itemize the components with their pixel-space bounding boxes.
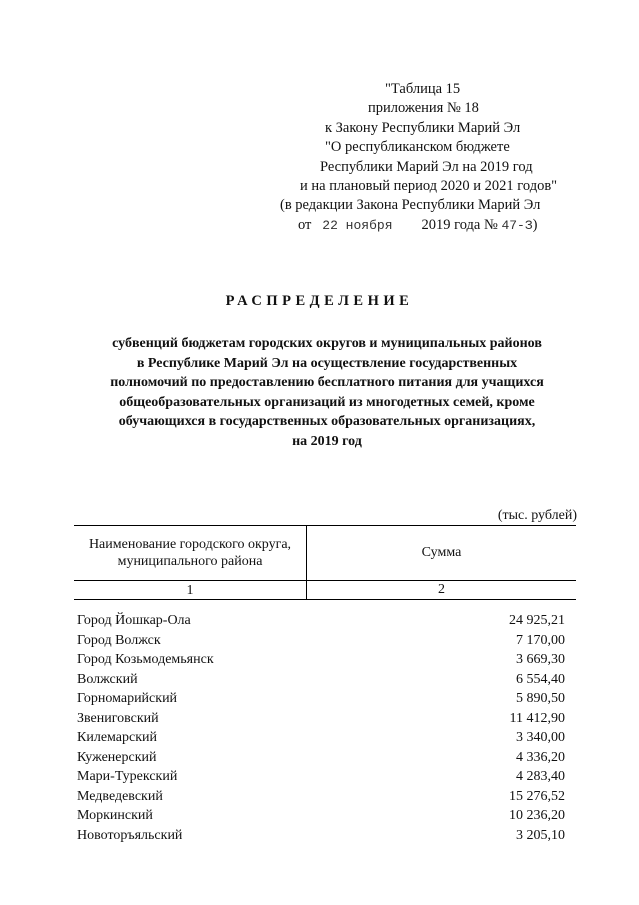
table-row xyxy=(77,806,565,826)
table-row xyxy=(77,709,565,729)
row-name: Город Козьмодемьянск xyxy=(77,652,214,667)
column-header-sum: Сумма xyxy=(421,545,462,560)
appendix-header xyxy=(270,80,600,235)
subtitle-line: обучающихся в государственных образовательных организациях, xyxy=(118,414,536,430)
row-name: Килемарский xyxy=(77,730,158,745)
row-name: Куженерский xyxy=(77,749,157,765)
header-line: и на плановый период 2020 и 2021 годов" xyxy=(300,178,558,195)
subtitle-line: полномочий по предоставлению бесплатного питания для учащихся xyxy=(110,375,544,391)
table-row xyxy=(77,689,565,709)
document-title: РАСПРЕДЕЛЕНИЕ xyxy=(225,293,414,309)
row-sum: 3 340,00 xyxy=(516,730,565,745)
subtitle-line: в Республике Марий Эл на осуществление государственных xyxy=(136,355,518,371)
row-sum: 7 170,00 xyxy=(516,632,565,648)
table-header-row xyxy=(74,526,576,581)
table-row xyxy=(77,748,565,768)
row-sum: 24 925,21 xyxy=(509,613,565,628)
column-number-1: 1 xyxy=(74,581,307,599)
table-column-numbers xyxy=(74,581,576,599)
law-number: 47-З xyxy=(501,217,533,233)
row-name: Моркинский xyxy=(77,808,153,823)
subtitle-line: общеобразовательных организаций из многодетных семей, кроме xyxy=(119,394,535,410)
units-label: (тыс. рублей) xyxy=(497,508,577,523)
table-row xyxy=(77,787,565,807)
row-name: Новоторъяльский xyxy=(77,827,183,843)
document-subtitle xyxy=(62,334,592,452)
row-name: Город Йошкар-Ола xyxy=(77,613,191,628)
row-sum: 5 890,50 xyxy=(516,691,565,706)
row-sum: 10 236,20 xyxy=(509,808,565,823)
table-row xyxy=(77,826,565,846)
table-row xyxy=(77,631,565,651)
header-date-line xyxy=(270,216,600,235)
header-line: "Таблица 15 xyxy=(385,81,461,97)
row-sum: 3 205,10 xyxy=(516,827,565,843)
date-typed: 22 ноября xyxy=(322,217,393,233)
row-sum: 3 669,30 xyxy=(516,652,565,667)
header-line: к Закону Республики Марий Эл xyxy=(325,119,521,136)
closing-paren: ) xyxy=(532,216,538,233)
row-sum: 4 336,20 xyxy=(516,749,565,765)
row-sum: 15 276,52 xyxy=(509,788,565,804)
header-line: (в редакции Закона Республики Марий Эл xyxy=(280,197,541,214)
table-header xyxy=(74,525,576,600)
table-row xyxy=(77,650,565,670)
table-row xyxy=(77,767,565,787)
subtitle-line: на 2019 год xyxy=(292,433,362,449)
table-row xyxy=(77,670,565,690)
row-sum: 6 554,40 xyxy=(516,671,565,687)
date-prefix: от xyxy=(298,216,312,233)
header-line: приложения № 18 xyxy=(368,100,479,117)
table-row xyxy=(77,611,565,631)
header-line: Республики Марий Эл на 2019 год xyxy=(320,158,533,175)
table-row xyxy=(77,728,565,748)
date-year: 2019 года № xyxy=(421,216,498,233)
subtitle-line: субвенций бюджетам городских округов и муниципальных районов xyxy=(112,336,542,351)
row-name: Мари-Турекский xyxy=(77,769,178,784)
column-header-name: Наименование городского округа, муниципального района xyxy=(74,526,307,580)
row-name: Волжский xyxy=(77,671,138,687)
row-name: Город Волжск xyxy=(77,632,161,648)
table-body xyxy=(77,611,565,845)
row-name: Звениговский xyxy=(77,710,159,726)
row-name: Горномарийский xyxy=(77,691,178,706)
header-line: "О республиканском бюджете xyxy=(325,139,510,156)
column-number-2: 2 xyxy=(438,582,445,597)
row-name: Медведевский xyxy=(77,788,163,804)
row-sum: 11 412,90 xyxy=(509,710,565,726)
row-sum: 4 283,40 xyxy=(516,769,565,784)
